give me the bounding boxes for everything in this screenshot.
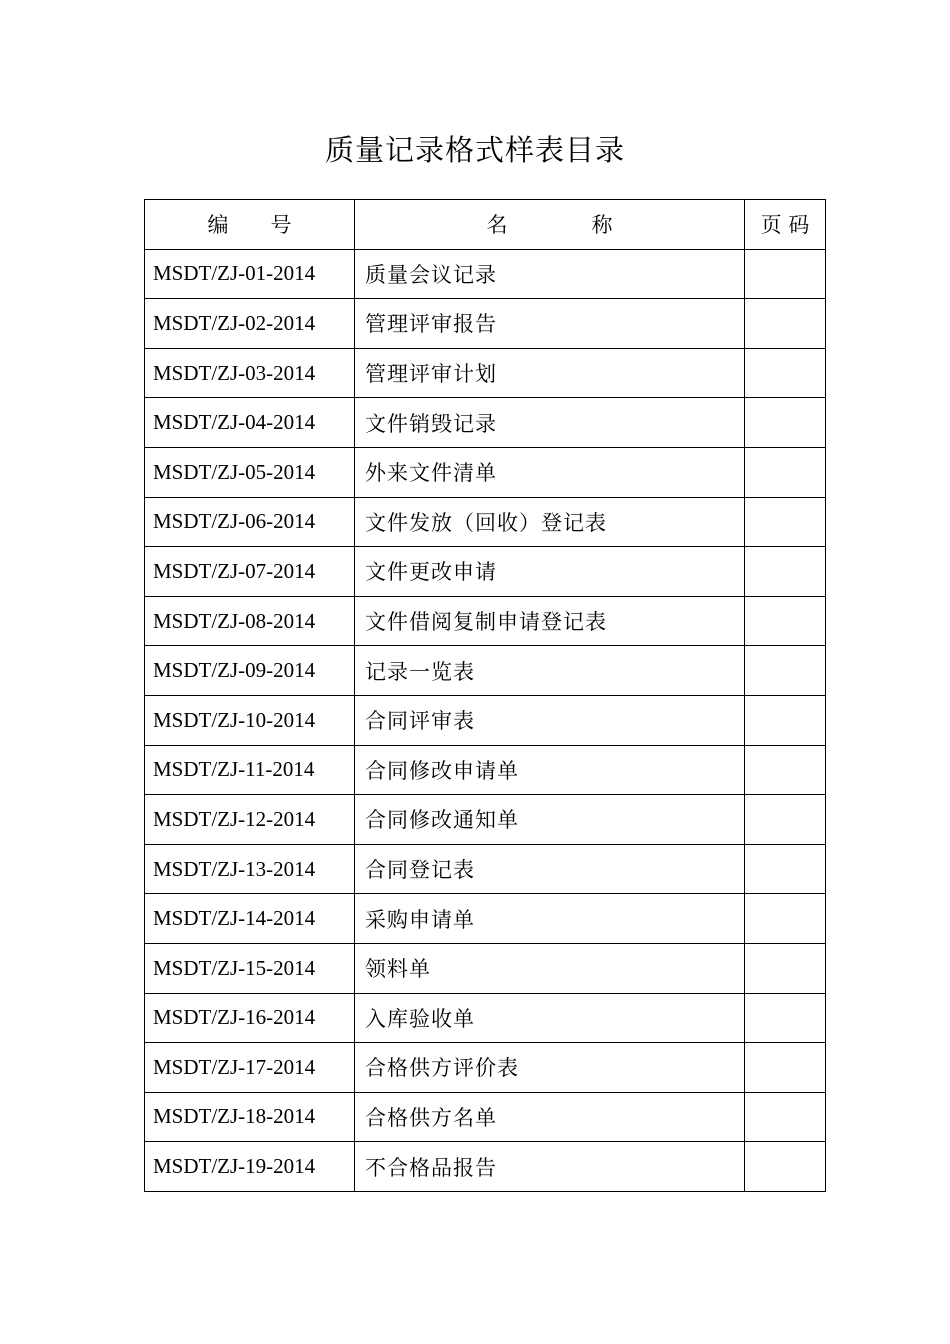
table-row: [145, 596, 826, 646]
row-page: [745, 1043, 826, 1093]
row-page: [745, 596, 826, 646]
table-row: [145, 547, 826, 597]
table-body: [145, 249, 826, 1191]
table-row: [145, 745, 826, 795]
row-name: 入库验收单: [355, 993, 745, 1043]
row-name: 文件销毁记录: [355, 398, 745, 448]
row-code: MSDT/ZJ-05-2014: [145, 447, 355, 497]
row-code: MSDT/ZJ-15-2014: [145, 943, 355, 993]
row-name: 合同登记表: [355, 844, 745, 894]
row-page: [745, 348, 826, 398]
row-page: [745, 299, 826, 349]
row-page: [745, 447, 826, 497]
row-name: 合格供方名单: [355, 1092, 745, 1142]
row-name: 外来文件清单: [355, 447, 745, 497]
row-code: MSDT/ZJ-03-2014: [145, 348, 355, 398]
row-name: 合格供方评价表: [355, 1043, 745, 1093]
table-row: [145, 299, 826, 349]
row-code: MSDT/ZJ-14-2014: [145, 894, 355, 944]
table-row: [145, 398, 826, 448]
row-code: MSDT/ZJ-13-2014: [145, 844, 355, 894]
row-code: MSDT/ZJ-10-2014: [145, 695, 355, 745]
row-name: 领料单: [355, 943, 745, 993]
row-name: 采购申请单: [355, 894, 745, 944]
row-page: [745, 745, 826, 795]
row-page: [745, 844, 826, 894]
table-header-row: [145, 200, 826, 250]
row-page: [745, 547, 826, 597]
row-name: 不合格品报告: [355, 1142, 745, 1192]
row-name: 文件更改申请: [355, 547, 745, 597]
table-row: [145, 993, 826, 1043]
page-title: 质量记录格式样表目录: [324, 133, 625, 167]
table-row: [145, 646, 826, 696]
row-code: MSDT/ZJ-08-2014: [145, 596, 355, 646]
table-row: [145, 844, 826, 894]
header-page: 页 码: [745, 200, 826, 250]
row-page: [745, 894, 826, 944]
row-code: MSDT/ZJ-18-2014: [145, 1092, 355, 1142]
row-name: 质量会议记录: [355, 249, 745, 299]
row-name: 合同修改申请单: [355, 745, 745, 795]
row-name: 管理评审计划: [355, 348, 745, 398]
row-page: [745, 249, 826, 299]
catalog-table: [144, 199, 826, 1192]
row-name: 管理评审报告: [355, 299, 745, 349]
header-code: 编 号: [145, 200, 355, 250]
row-code: MSDT/ZJ-17-2014: [145, 1043, 355, 1093]
row-page: [745, 1142, 826, 1192]
row-name: 记录一览表: [355, 646, 745, 696]
row-name: 文件发放（回收）登记表: [355, 497, 745, 547]
row-name: 合同评审表: [355, 695, 745, 745]
header-name: 名 称: [355, 200, 745, 250]
row-page: [745, 695, 826, 745]
row-code: MSDT/ZJ-06-2014: [145, 497, 355, 547]
table-row: [145, 894, 826, 944]
row-page: [745, 943, 826, 993]
row-name: 文件借阅复制申请登记表: [355, 596, 745, 646]
row-code: MSDT/ZJ-11-2014: [145, 745, 355, 795]
row-page: [745, 497, 826, 547]
table-row: [145, 1142, 826, 1192]
table-row: [145, 695, 826, 745]
table-row: [145, 1092, 826, 1142]
row-page: [745, 646, 826, 696]
table-row: [145, 795, 826, 845]
table-row: [145, 497, 826, 547]
row-code: MSDT/ZJ-09-2014: [145, 646, 355, 696]
table-row: [145, 348, 826, 398]
table-row: [145, 249, 826, 299]
row-name: 合同修改通知单: [355, 795, 745, 845]
row-page: [745, 398, 826, 448]
table-row: [145, 1043, 826, 1093]
table-row: [145, 447, 826, 497]
row-code: MSDT/ZJ-12-2014: [145, 795, 355, 845]
row-code: MSDT/ZJ-01-2014: [145, 249, 355, 299]
row-code: MSDT/ZJ-16-2014: [145, 993, 355, 1043]
row-page: [745, 1092, 826, 1142]
row-code: MSDT/ZJ-07-2014: [145, 547, 355, 597]
row-code: MSDT/ZJ-02-2014: [145, 299, 355, 349]
row-page: [745, 993, 826, 1043]
table-row: [145, 943, 826, 993]
row-page: [745, 795, 826, 845]
row-code: MSDT/ZJ-19-2014: [145, 1142, 355, 1192]
row-code: MSDT/ZJ-04-2014: [145, 398, 355, 448]
